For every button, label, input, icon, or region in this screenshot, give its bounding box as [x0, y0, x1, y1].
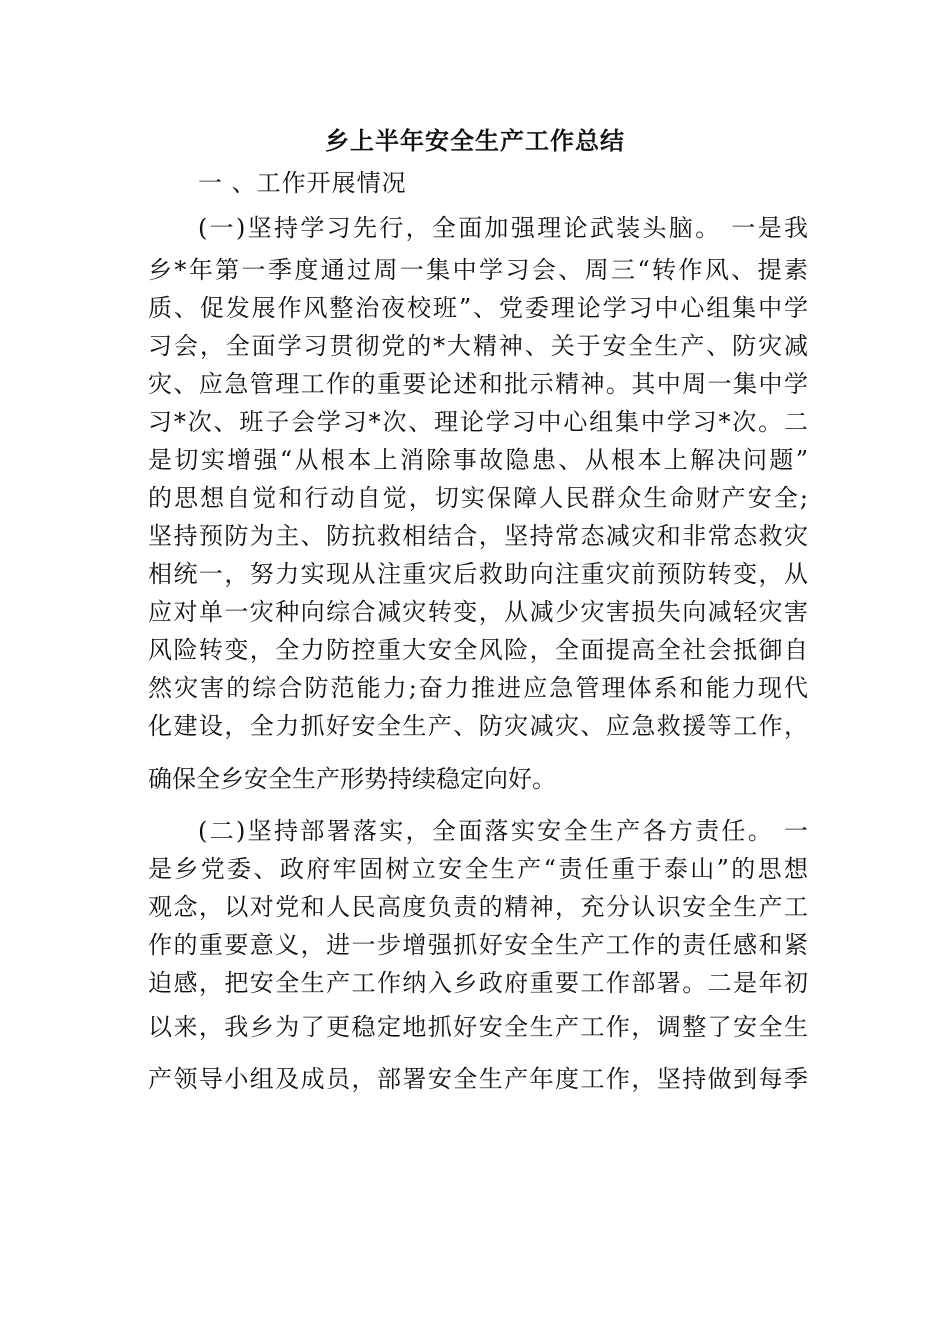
paragraph-1-line: 风险转变，全力防控重大安全风险，全面提高全社会抵御自 [148, 636, 808, 664]
paragraph-2-line: 产领导小组及成员，部署安全生产年度工作，坚持做到每季 [148, 1065, 808, 1093]
paragraph-2-line: 迫感，把安全生产工作纳入乡政府重要工作部署。二是年初 [148, 969, 808, 997]
section-heading: 一 、工作开展情况 [198, 169, 407, 197]
paragraph-2-line: 以来，我乡为了更稳定地抓好安全生产工作，调整了安全生 [148, 1013, 808, 1041]
paragraph-1-line: 然灾害的综合防范能力;奋力推进应急管理体系和能力现代 [148, 674, 808, 702]
paragraph-1-line: 是切实增强“从根本上消除事故隐患、从根本上解决问题” [148, 446, 808, 474]
paragraph-1-line: 确保全乡安全生产形势持续稳定向好。 [148, 765, 556, 793]
paragraph-1-line: 乡*年第一季度通过周一集中学习会、周三“转作风、提素 [148, 256, 808, 284]
paragraph-1-line: 质、促发展作风整治夜校班”、党委理论学习中心组集中学 [148, 294, 808, 322]
paragraph-1-line: (一)坚持学习先行，全面加强理论武装头脑。 一是我 [198, 214, 808, 242]
paragraph-2-line: 是乡党委、政府牢固树立安全生产“责任重于泰山”的思想 [148, 855, 808, 883]
paragraph-1-line: 相统一，努力实现从注重灾后救助向注重灾前预防转变，从 [148, 560, 808, 588]
paragraph-1-line: 坚持预防为主、防抗救相结合，坚持常态减灾和非常态救灾 [148, 522, 808, 550]
document-title: 乡上半年安全生产工作总结 [325, 126, 625, 155]
paragraph-1-line: 习会，全面学习贯彻党的*大精神、关于安全生产、防灾减 [148, 332, 808, 360]
paragraph-1-line: 习*次、班子会学习*次、理论学习中心组集中学习*次。二 [148, 408, 808, 436]
paragraph-2-line: 作的重要意义，进一步增强抓好安全生产工作的责任感和紧 [148, 931, 808, 959]
paragraph-1-line: 化建设，全力抓好安全生产、防灾减灾、应急救援等工作， [148, 712, 808, 740]
paragraph-1-line: 灾、应急管理工作的重要论述和批示精神。其中周一集中学 [148, 370, 808, 398]
paragraph-2-line: (二)坚持部署落实，全面落实安全生产各方责任。 一 [198, 817, 808, 845]
paragraph-1-line: 应对单一灾种向综合减灾转变，从减少灾害损失向减轻灾害 [148, 598, 808, 626]
paragraph-2-line: 观念，以对党和人民高度负责的精神，充分认识安全生产工 [148, 893, 808, 921]
paragraph-1-line: 的思想自觉和行动自觉，切实保障人民群众生命财产安全; [148, 484, 808, 512]
